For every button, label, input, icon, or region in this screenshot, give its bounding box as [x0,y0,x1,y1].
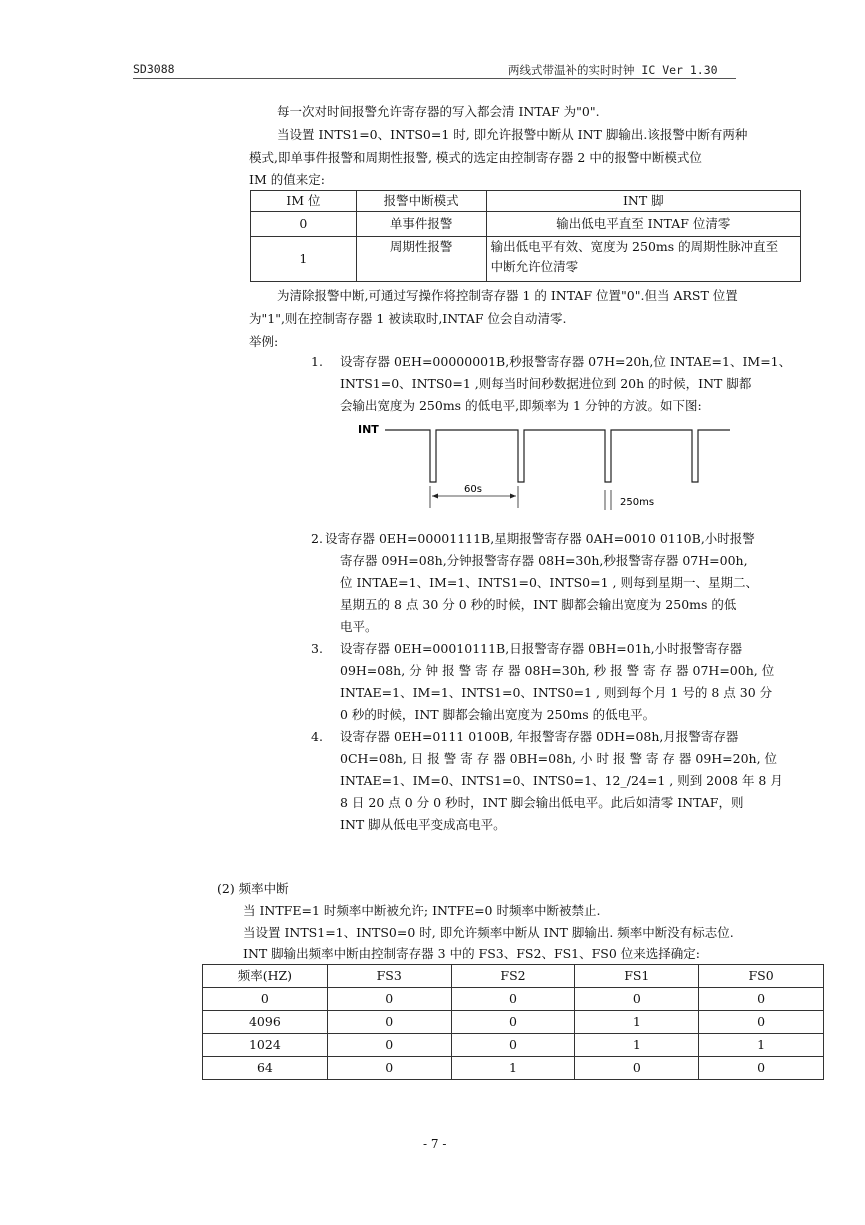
table-cell: 0 [575,1057,699,1080]
table-cell: 1 [699,1034,824,1057]
intro-line-1: 每一次对时间报警允许寄存器的写入都会清 INTAF 为"0". [277,104,600,119]
table-cell: 64 [203,1057,328,1080]
table-row [251,212,801,237]
im-table [250,190,801,282]
freq-header-hz: 频率(HZ) [203,965,328,988]
intro-line-4: IM 的值来定: [249,172,325,187]
table-cell: 1 [575,1034,699,1057]
freq-table [202,964,824,1080]
waveform-int-label: INT [358,423,379,436]
table-cell: 0 [575,988,699,1011]
header-rule [133,78,736,79]
table-cell: 周期性报警 [356,237,486,282]
table-cell: 0 [451,1011,575,1034]
table-row [203,988,824,1011]
example-4-line: 8 日 20 点 0 分 0 秒时，INT 脚会输出低电平。此后如清零 INTAF，则 [340,795,744,810]
table-cell: 0 [327,988,451,1011]
table-cell: 0 [699,1057,824,1080]
table-row [203,1057,824,1080]
example-3-line: 设寄存器 0EH=00010111B,日报警寄存器 0BH=01h,小时报警寄存器 [340,641,743,656]
table-cell-line: 输出低电平有效、宽度为 250ms 的周期性脉冲直至 [490,239,779,254]
header-left: SD3088 [133,62,175,76]
waveform-60s-label: 60s [464,484,482,495]
table-cell: 0 [327,1011,451,1034]
table-row [203,1011,824,1034]
example-4-line: INT 脚从低电平变成高电平。 [340,817,506,832]
table-cell-line: 中断允许位清零 [490,259,579,274]
table-cell: 1 [451,1057,575,1080]
int-waveform-diagram [355,418,735,514]
example-1-number: 1. [311,354,323,369]
example-2-line: 设寄存器 0EH=00001111B,星期报警寄存器 0AH=0010 0110B,小时报警 [325,531,755,546]
intro-line-2: 当设置 INTS1=0、INTS0=1 时, 即允许报警中断从 INT 脚输出.该报警中断有两种 [277,127,748,142]
table-row [251,237,801,282]
table-cell: 1 [575,1011,699,1034]
header-right: 两线式带温补的实时时钟 IC Ver 1.30 [508,63,718,77]
table-cell: 4096 [203,1011,328,1034]
table-cell: 1024 [203,1034,328,1057]
dim-arrow-right [510,494,516,499]
example-4-line: INTAE=1、IM=0、INTS1=0、INTS0=1、12_/24=1 , 则到 2008 年 8 月 [340,773,783,788]
freq-header-fs0: FS0 [699,965,824,988]
freq-line: 当设置 INTS1=1、INTS0=0 时, 即允许频率中断从 INT 脚输出. 频率中断没有标志位. [243,925,734,940]
intro-line-3: 模式,即单事件报警和周期性报警, 模式的选定由控制寄存器 2 中的报警中断模式位 [249,150,702,165]
example-3-line: 09H=08h, 分 钟 报 警 寄 存 器 08H=30h, 秒 报 警 寄 存 器 07H=00h, 位 [340,663,775,678]
waveform-signal [385,430,730,482]
table-cell: 单事件报警 [356,212,486,237]
table-cell: 0 [327,1034,451,1057]
freq-line: INT 脚输出频率中断由控制寄存器 3 中的 FS3、FS2、FS1、FS0 位来选择确定: [243,946,701,961]
example-2-line: 寄存器 09H=08h,分钟报警寄存器 08H=30h,秒报警寄存器 07H=00h, [340,553,748,568]
example-1-line: INTS1=0、INTS0=1 ,则每当时间秒数据进位到 20h 的时候，INT 脚都 [340,376,752,391]
table-cell: 0 [699,1011,824,1034]
example-2-line: 位 INTAE=1、IM=1、INTS1=0、INTS0=1 , 则每到星期一、星期二、 [340,575,758,590]
table-cell: 输出低电平直至 INTAF 位清零 [486,212,800,237]
table-cell: 0 [203,988,328,1011]
example-3-line: 0 秒的时候，INT 脚都会输出宽度为 250ms 的低电平。 [340,707,656,722]
clear-line-2: 为"1",则在控制寄存器 1 被读取时,INTAF 位会自动清零. [249,311,567,326]
example-2-line: 电平。 [340,619,378,634]
freq-header-fs1: FS1 [575,965,699,988]
table-cell: 0 [251,212,357,237]
freq-line: 当 INTFE=1 时频率中断被允许; INTFE=0 时频率中断被禁止. [243,903,601,918]
freq-heading: (2) 频率中断 [217,881,289,896]
example-4-line: 0CH=08h, 日 报 警 寄 存 器 0BH=08h, 小 时 报 警 寄 存 器 09H=20h, 位 [340,751,778,766]
clear-line-1: 为清除报警中断,可通过写操作将控制寄存器 1 的 INTAF 位置"0".但当 ARST 位置 [277,288,738,303]
example-4-line: 设寄存器 0EH=0111 0100B, 年报警寄存器 0DH=08h,月报警寄存器 [340,729,739,744]
example-2-number: 2. [311,531,323,546]
table-cell [486,237,800,282]
example-3-number: 3. [311,641,323,656]
example-3-line: INTAE=1、IM=1、INTS1=0、INTS0=1 , 则到每个月 1 号的 8 点 30 分 [340,685,773,700]
example-1-line: 设寄存器 0EH=00000001B,秒报警寄存器 07H=20h,位 INTAE=1、IM=1、 [340,354,792,369]
waveform-250ms-label: 250ms [620,497,655,508]
example-2-line: 星期五的 8 点 30 分 0 秒的时候，INT 脚都会输出宽度为 250ms 的低 [340,597,737,612]
table-cell: 0 [699,988,824,1011]
freq-header-fs3: FS3 [327,965,451,988]
freq-header-fs2: FS2 [451,965,575,988]
im-header-int: INT 脚 [486,191,800,212]
im-header-mode: 报警中断模式 [356,191,486,212]
example-heading: 举例: [249,334,279,349]
im-header-bit: IM 位 [251,191,357,212]
table-row [203,1034,824,1057]
table-cell: 0 [327,1057,451,1080]
table-row [251,191,801,212]
table-cell: 1 [251,237,357,282]
example-1-line: 会输出宽度为 250ms 的低电平,即频率为 1 分钟的方波。如下图: [340,398,702,413]
dim-arrow-left [432,494,438,499]
example-4-number: 4. [311,729,323,744]
table-cell: 0 [451,1034,575,1057]
table-row [203,965,824,988]
page-number: - 7 - [423,1137,447,1151]
table-cell: 0 [451,988,575,1011]
